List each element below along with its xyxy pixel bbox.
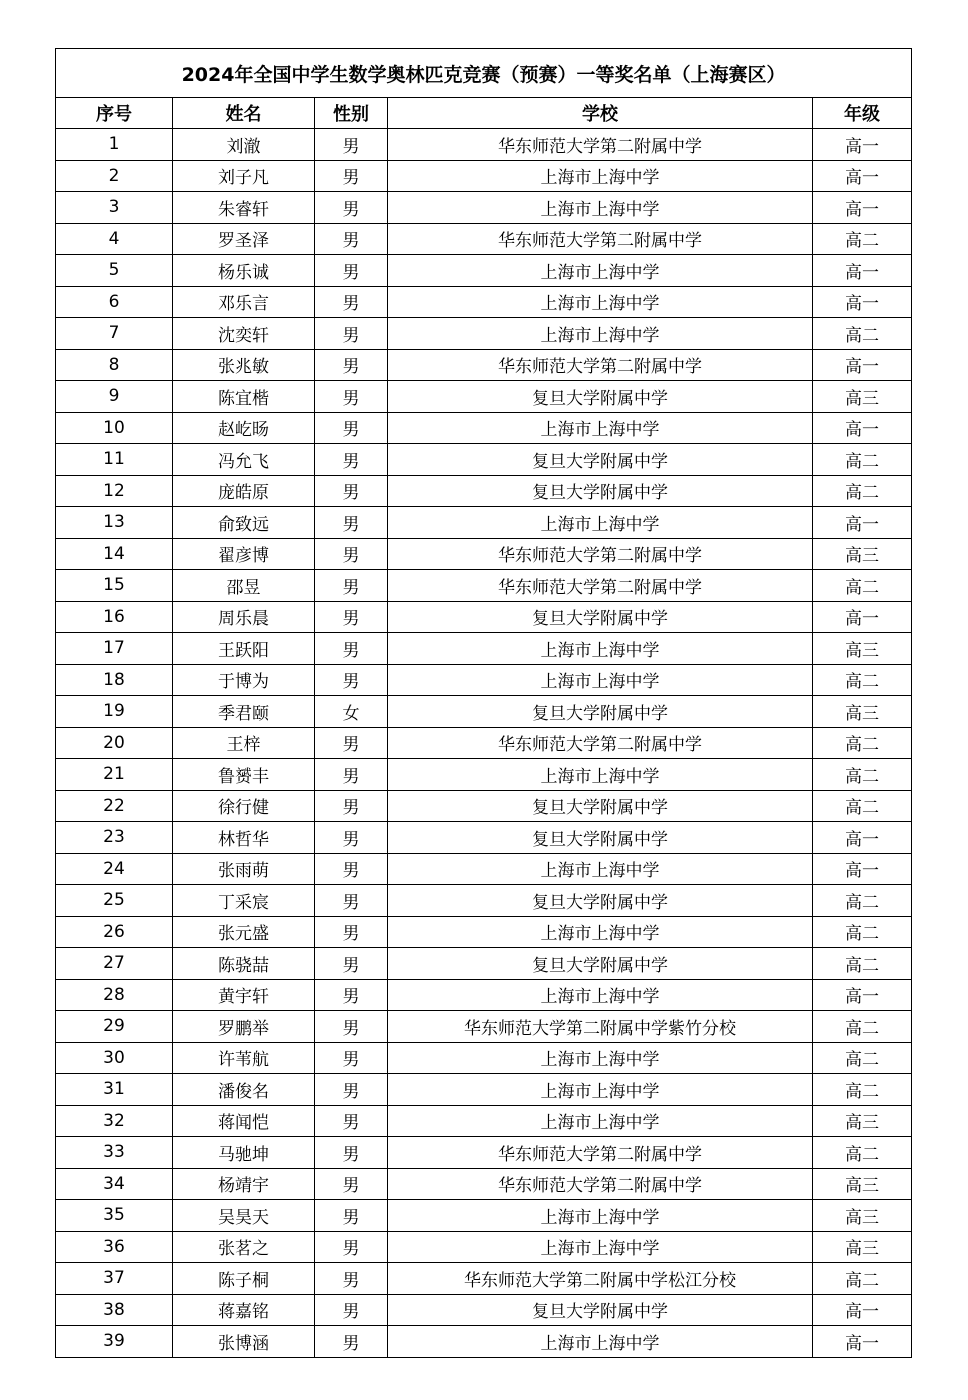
cell-number: 25: [56, 885, 173, 917]
cell-name: 季君颐: [173, 696, 315, 728]
cell-school: 上海市上海中学: [388, 853, 813, 885]
cell-school: 上海市上海中学: [388, 1105, 813, 1137]
cell-name: 林哲华: [173, 822, 315, 854]
cell-grade: 高一: [813, 979, 912, 1011]
cell-school: 复旦大学附属中学: [388, 790, 813, 822]
cell-name: 俞致远: [173, 507, 315, 539]
cell-grade: 高二: [813, 570, 912, 602]
cell-name: 张茗之: [173, 1231, 315, 1263]
cell-number: 15: [56, 570, 173, 602]
table-row: [56, 318, 912, 350]
cell-gender: 男: [315, 318, 388, 350]
cell-grade: 高一: [813, 822, 912, 854]
cell-number: 4: [56, 223, 173, 255]
cell-name: 蒋闻恺: [173, 1105, 315, 1137]
cell-gender: 男: [315, 475, 388, 507]
table-title: 2024年全国中学生数学奥林匹克竞赛（预赛）一等奖名单（上海赛区）: [56, 49, 912, 98]
cell-number: 19: [56, 696, 173, 728]
cell-grade: 高三: [813, 381, 912, 413]
cell-name: 罗圣泽: [173, 223, 315, 255]
cell-grade: 高二: [813, 1137, 912, 1169]
cell-school: 复旦大学附属中学: [388, 444, 813, 476]
cell-name: 陈子桐: [173, 1263, 315, 1295]
cell-school: 上海市上海中学: [388, 916, 813, 948]
table-row: [56, 192, 912, 224]
cell-number: 1: [56, 129, 173, 161]
table-row: [56, 349, 912, 381]
header-cell-grade: 年级: [813, 98, 912, 129]
cell-name: 沈奕轩: [173, 318, 315, 350]
cell-school: 华东师范大学第二附属中学松江分校: [388, 1263, 813, 1295]
table-row: [56, 286, 912, 318]
cell-number: 8: [56, 349, 173, 381]
cell-grade: 高三: [813, 538, 912, 570]
cell-gender: 男: [315, 570, 388, 602]
cell-name: 于博为: [173, 664, 315, 696]
header-cell-name: 姓名: [173, 98, 315, 129]
cell-number: 9: [56, 381, 173, 413]
cell-gender: 男: [315, 1231, 388, 1263]
cell-number: 26: [56, 916, 173, 948]
cell-grade: 高三: [813, 633, 912, 665]
cell-gender: 男: [315, 1042, 388, 1074]
table-row: [56, 412, 912, 444]
cell-grade: 高二: [813, 223, 912, 255]
cell-number: 30: [56, 1042, 173, 1074]
cell-gender: 男: [315, 255, 388, 287]
cell-grade: 高一: [813, 160, 912, 192]
table-row: [56, 538, 912, 570]
cell-grade: 高一: [813, 349, 912, 381]
cell-gender: 男: [315, 759, 388, 791]
cell-number: 24: [56, 853, 173, 885]
cell-grade: 高二: [813, 790, 912, 822]
header-cell-number: 序号: [56, 98, 173, 129]
cell-grade: 高三: [813, 1105, 912, 1137]
cell-gender: 男: [315, 916, 388, 948]
cell-name: 马驰坤: [173, 1137, 315, 1169]
table-row: [56, 853, 912, 885]
cell-gender: 男: [315, 1294, 388, 1326]
header-row: [56, 98, 912, 129]
cell-gender: 男: [315, 1105, 388, 1137]
cell-school: 华东师范大学第二附属中学: [388, 1168, 813, 1200]
cell-name: 蒋嘉铭: [173, 1294, 315, 1326]
cell-number: 31: [56, 1074, 173, 1106]
cell-grade: 高三: [813, 1231, 912, 1263]
cell-grade: 高二: [813, 948, 912, 980]
cell-school: 上海市上海中学: [388, 979, 813, 1011]
cell-number: 11: [56, 444, 173, 476]
cell-number: 29: [56, 1011, 173, 1043]
cell-school: 华东师范大学第二附属中学: [388, 129, 813, 161]
cell-school: 复旦大学附属中学: [388, 948, 813, 980]
cell-number: 39: [56, 1326, 173, 1358]
cell-gender: 男: [315, 853, 388, 885]
cell-number: 36: [56, 1231, 173, 1263]
table-row: [56, 223, 912, 255]
cell-grade: 高二: [813, 475, 912, 507]
cell-name: 赵屹旸: [173, 412, 315, 444]
cell-name: 张雨萌: [173, 853, 315, 885]
cell-grade: 高一: [813, 601, 912, 633]
cell-name: 刘子凡: [173, 160, 315, 192]
cell-gender: 男: [315, 412, 388, 444]
cell-number: 13: [56, 507, 173, 539]
cell-grade: 高二: [813, 444, 912, 476]
header-cell-school: 学校: [388, 98, 813, 129]
cell-name: 黄宇轩: [173, 979, 315, 1011]
cell-grade: 高二: [813, 885, 912, 917]
cell-grade: 高二: [813, 1263, 912, 1295]
cell-gender: 男: [315, 885, 388, 917]
cell-gender: 男: [315, 1137, 388, 1169]
cell-grade: 高二: [813, 759, 912, 791]
cell-gender: 男: [315, 979, 388, 1011]
cell-name: 王跃阳: [173, 633, 315, 665]
cell-name: 周乐晨: [173, 601, 315, 633]
cell-gender: 男: [315, 1200, 388, 1232]
table-row: [56, 160, 912, 192]
cell-gender: 男: [315, 948, 388, 980]
table-row: [56, 1074, 912, 1106]
cell-number: 5: [56, 255, 173, 287]
cell-gender: 男: [315, 633, 388, 665]
cell-gender: 男: [315, 664, 388, 696]
cell-grade: 高二: [813, 916, 912, 948]
cell-school: 上海市上海中学: [388, 286, 813, 318]
cell-gender: 男: [315, 1074, 388, 1106]
cell-grade: 高一: [813, 1326, 912, 1358]
cell-school: 上海市上海中学: [388, 1326, 813, 1358]
cell-gender: 男: [315, 822, 388, 854]
cell-school: 复旦大学附属中学: [388, 381, 813, 413]
table-row: [56, 1294, 912, 1326]
cell-number: 17: [56, 633, 173, 665]
cell-school: 华东师范大学第二附属中学: [388, 349, 813, 381]
cell-school: 上海市上海中学: [388, 192, 813, 224]
cell-school: 上海市上海中学: [388, 507, 813, 539]
cell-number: 38: [56, 1294, 173, 1326]
cell-school: 华东师范大学第二附属中学: [388, 570, 813, 602]
table-row: [56, 759, 912, 791]
table-row: [56, 1137, 912, 1169]
cell-grade: 高一: [813, 255, 912, 287]
cell-name: 罗鹏举: [173, 1011, 315, 1043]
cell-gender: 男: [315, 286, 388, 318]
cell-gender: 男: [315, 444, 388, 476]
cell-gender: 男: [315, 349, 388, 381]
cell-name: 杨靖宇: [173, 1168, 315, 1200]
table-row: [56, 129, 912, 161]
cell-gender: 男: [315, 1011, 388, 1043]
cell-gender: 男: [315, 538, 388, 570]
cell-number: 22: [56, 790, 173, 822]
cell-grade: 高二: [813, 1074, 912, 1106]
table-row: [56, 696, 912, 728]
cell-gender: 男: [315, 1168, 388, 1200]
cell-name: 陈宜楷: [173, 381, 315, 413]
cell-name: 吴昊天: [173, 1200, 315, 1232]
cell-school: 华东师范大学第二附属中学: [388, 727, 813, 759]
cell-name: 张元盛: [173, 916, 315, 948]
table-row: [56, 444, 912, 476]
cell-name: 庞皓原: [173, 475, 315, 507]
cell-name: 许苇航: [173, 1042, 315, 1074]
cell-gender: 男: [315, 601, 388, 633]
table-row: [56, 664, 912, 696]
cell-grade: 高二: [813, 318, 912, 350]
cell-name: 杨乐诚: [173, 255, 315, 287]
cell-number: 37: [56, 1263, 173, 1295]
title-row: [56, 49, 912, 98]
cell-gender: 男: [315, 727, 388, 759]
table-row: [56, 255, 912, 287]
cell-grade: 高二: [813, 1011, 912, 1043]
cell-school: 上海市上海中学: [388, 759, 813, 791]
cell-name: 翟彦博: [173, 538, 315, 570]
cell-number: 14: [56, 538, 173, 570]
cell-grade: 高一: [813, 507, 912, 539]
cell-gender: 男: [315, 1326, 388, 1358]
cell-name: 冯允飞: [173, 444, 315, 476]
cell-grade: 高一: [813, 129, 912, 161]
table-row: [56, 822, 912, 854]
award-list-sheet: [55, 48, 911, 1358]
cell-grade: 高二: [813, 727, 912, 759]
cell-gender: 男: [315, 790, 388, 822]
cell-number: 34: [56, 1168, 173, 1200]
table-row: [56, 948, 912, 980]
cell-grade: 高三: [813, 1168, 912, 1200]
cell-school: 上海市上海中学: [388, 633, 813, 665]
cell-school: 复旦大学附属中学: [388, 885, 813, 917]
cell-number: 3: [56, 192, 173, 224]
cell-number: 21: [56, 759, 173, 791]
cell-grade: 高一: [813, 1294, 912, 1326]
cell-school: 复旦大学附属中学: [388, 822, 813, 854]
table-row: [56, 916, 912, 948]
table-row: [56, 381, 912, 413]
table-row: [56, 1263, 912, 1295]
table-row: [56, 1200, 912, 1232]
cell-school: 上海市上海中学: [388, 1042, 813, 1074]
cell-number: 10: [56, 412, 173, 444]
table-row: [56, 1011, 912, 1043]
table-body: [56, 129, 912, 1358]
cell-name: 徐行健: [173, 790, 315, 822]
cell-gender: 男: [315, 1263, 388, 1295]
cell-gender: 男: [315, 223, 388, 255]
table-row: [56, 507, 912, 539]
table-row: [56, 570, 912, 602]
table-row: [56, 475, 912, 507]
cell-grade: 高三: [813, 1200, 912, 1232]
cell-number: 2: [56, 160, 173, 192]
cell-number: 20: [56, 727, 173, 759]
cell-name: 朱睿轩: [173, 192, 315, 224]
cell-grade: 高一: [813, 412, 912, 444]
table-row: [56, 1231, 912, 1263]
cell-school: 华东师范大学第二附属中学: [388, 223, 813, 255]
table-row: [56, 790, 912, 822]
cell-gender: 女: [315, 696, 388, 728]
cell-name: 陈骁喆: [173, 948, 315, 980]
cell-school: 上海市上海中学: [388, 1231, 813, 1263]
cell-name: 张博涵: [173, 1326, 315, 1358]
cell-number: 18: [56, 664, 173, 696]
cell-number: 12: [56, 475, 173, 507]
cell-school: 华东师范大学第二附属中学: [388, 538, 813, 570]
cell-number: 32: [56, 1105, 173, 1137]
cell-name: 王梓: [173, 727, 315, 759]
cell-name: 鲁赟丰: [173, 759, 315, 791]
cell-school: 上海市上海中学: [388, 1074, 813, 1106]
cell-name: 邵昱: [173, 570, 315, 602]
cell-number: 7: [56, 318, 173, 350]
cell-school: 上海市上海中学: [388, 160, 813, 192]
cell-school: 上海市上海中学: [388, 412, 813, 444]
table-row: [56, 727, 912, 759]
cell-grade: 高一: [813, 286, 912, 318]
cell-name: 潘俊名: [173, 1074, 315, 1106]
award-table: [55, 48, 912, 1358]
cell-gender: 男: [315, 192, 388, 224]
cell-number: 27: [56, 948, 173, 980]
table-row: [56, 979, 912, 1011]
cell-school: 复旦大学附属中学: [388, 696, 813, 728]
header-cell-gender: 性别: [315, 98, 388, 129]
cell-number: 16: [56, 601, 173, 633]
cell-school: 复旦大学附属中学: [388, 1294, 813, 1326]
cell-school: 上海市上海中学: [388, 318, 813, 350]
table-row: [56, 601, 912, 633]
cell-school: 复旦大学附属中学: [388, 601, 813, 633]
cell-school: 复旦大学附属中学: [388, 475, 813, 507]
cell-number: 35: [56, 1200, 173, 1232]
cell-number: 28: [56, 979, 173, 1011]
cell-grade: 高一: [813, 192, 912, 224]
table-row: [56, 1042, 912, 1074]
table-row: [56, 633, 912, 665]
table-row: [56, 1326, 912, 1358]
table-row: [56, 1168, 912, 1200]
cell-name: 邓乐言: [173, 286, 315, 318]
cell-number: 6: [56, 286, 173, 318]
cell-number: 23: [56, 822, 173, 854]
cell-number: 33: [56, 1137, 173, 1169]
cell-name: 张兆敏: [173, 349, 315, 381]
table-row: [56, 1105, 912, 1137]
cell-gender: 男: [315, 129, 388, 161]
cell-name: 刘澈: [173, 129, 315, 161]
table-row: [56, 885, 912, 917]
cell-school: 上海市上海中学: [388, 255, 813, 287]
cell-gender: 男: [315, 160, 388, 192]
cell-grade: 高一: [813, 853, 912, 885]
cell-grade: 高二: [813, 1042, 912, 1074]
cell-school: 上海市上海中学: [388, 664, 813, 696]
cell-grade: 高三: [813, 696, 912, 728]
cell-school: 华东师范大学第二附属中学: [388, 1137, 813, 1169]
cell-gender: 男: [315, 381, 388, 413]
cell-gender: 男: [315, 507, 388, 539]
cell-school: 华东师范大学第二附属中学紫竹分校: [388, 1011, 813, 1043]
cell-name: 丁采宸: [173, 885, 315, 917]
cell-grade: 高二: [813, 664, 912, 696]
cell-school: 上海市上海中学: [388, 1200, 813, 1232]
